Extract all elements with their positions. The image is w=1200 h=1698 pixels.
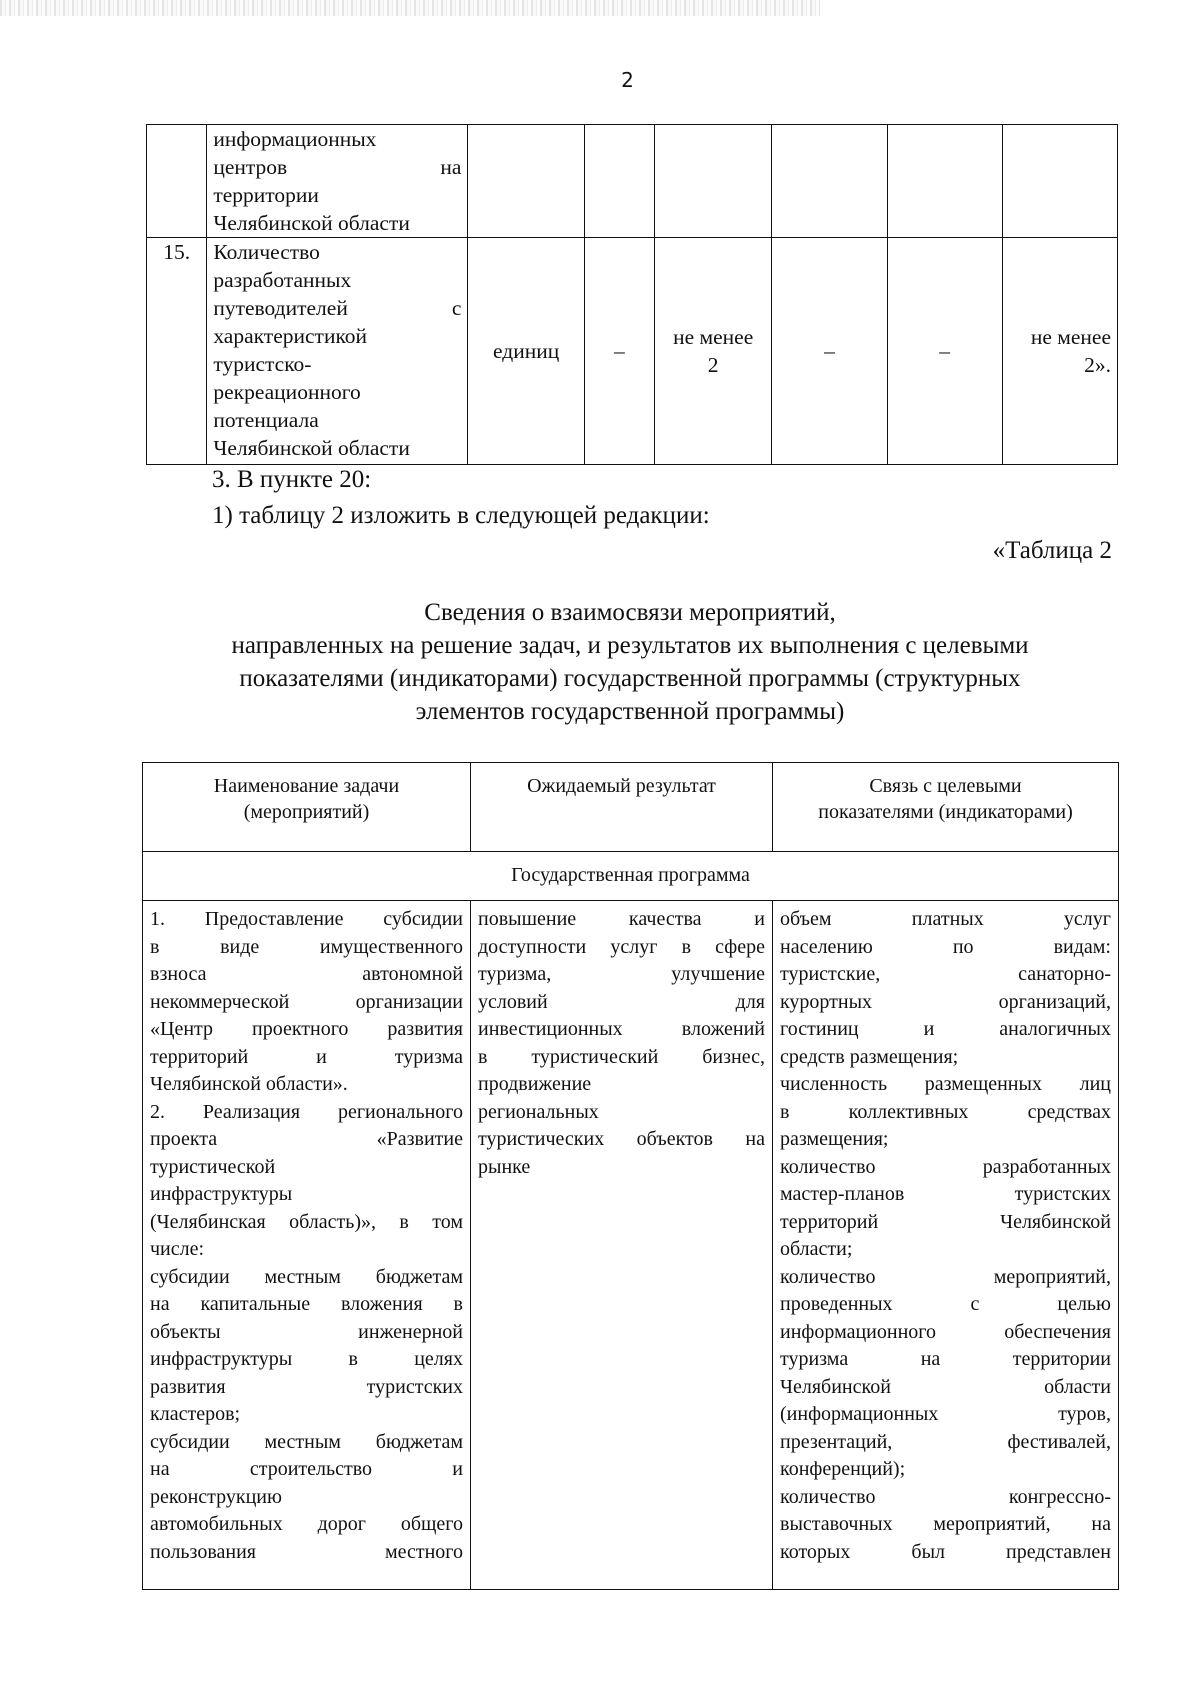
paragraph-item-3: 3. В пункте 20: [212, 466, 372, 493]
row-number: 15. [147, 238, 207, 465]
table-header-row [143, 763, 1119, 852]
result-cell: повышение качества и доступности услуг в сфере туризма, улучшение условий для инвестиционных вложений в туристический бизнес, продвижение региональных туристических объектов на рынке [471, 901, 773, 1590]
row-number [147, 125, 207, 238]
indicators-table-continued [146, 124, 1118, 465]
task-cell: 1. Предоставление субсидии в виде имущественного взноса автономной некоммерческой организации «Центр проектного развития территорий и туризма Челябинской области». 2. Реализация регионального проекта «Развитие туристической инфраструктуры (Челябинская область)», в том числе: субсидии местным бюджетам на капитальные вложения в объекты инженерной инфраструктуры в целях развития туристских кластеров; субсидии местным бюджетам на строительство и реконструкцию автомобильных дорог общего пользования местного [143, 901, 471, 1590]
header-indicators: Связь с целевыми показателями (индикаторами) [773, 763, 1119, 852]
scan-artifact [0, 0, 820, 16]
section-label: Государственная программа [143, 852, 1119, 901]
value-cell: – [887, 238, 1002, 465]
header-task: Наименование задачи (мероприятий) [143, 763, 471, 852]
value-cell: – [772, 238, 887, 465]
table-row [147, 125, 1118, 238]
page-number: 2 [621, 68, 634, 92]
header-result: Ожидаемый результат [471, 763, 773, 852]
value-cell: – [584, 238, 654, 465]
value-cell: не менее 2 [654, 238, 771, 465]
table-row [143, 901, 1119, 1590]
table-row [147, 238, 1118, 465]
value-cell: не менее 2». [1002, 238, 1117, 465]
indicator-name-cell: информационных центров на территории Челябинской области [207, 125, 468, 238]
paragraph-item-1: 1) таблицу 2 изложить в следующей редакции: [212, 502, 710, 529]
indicator-name-cell: Количество разработанных путеводителей с характеристикой туристско- рекреационного потенциала Челябинской области [207, 238, 468, 465]
relations-table [142, 762, 1119, 1590]
indicators-cell: объем платных услуг населению по видам: туристские, санаторно- курортных организаций, гостиниц и аналогичных средств размещения; численность размещенных лиц в коллективных средствах размещения; количество разработанных мастер-планов туристских территорий Челябинской области; количество мероприятий, проведенных с целью информационного обеспечения туризма на территории Челябинской области (информационных туров, презентаций, фестивалей, конференций); количество конгрессно- выставочных мероприятий, на которых был представлен [773, 901, 1119, 1590]
unit-cell: единиц [468, 238, 584, 465]
section-title: Сведения о взаимосвязи мероприятий, направленных на решение задач, и результатов их выполнения с целевыми показателями (индикаторами) государственной программы (структурных элементов государственной программы) [231, 599, 1029, 725]
table-caption: «Таблица 2 [992, 537, 1112, 564]
section-row [143, 852, 1119, 901]
